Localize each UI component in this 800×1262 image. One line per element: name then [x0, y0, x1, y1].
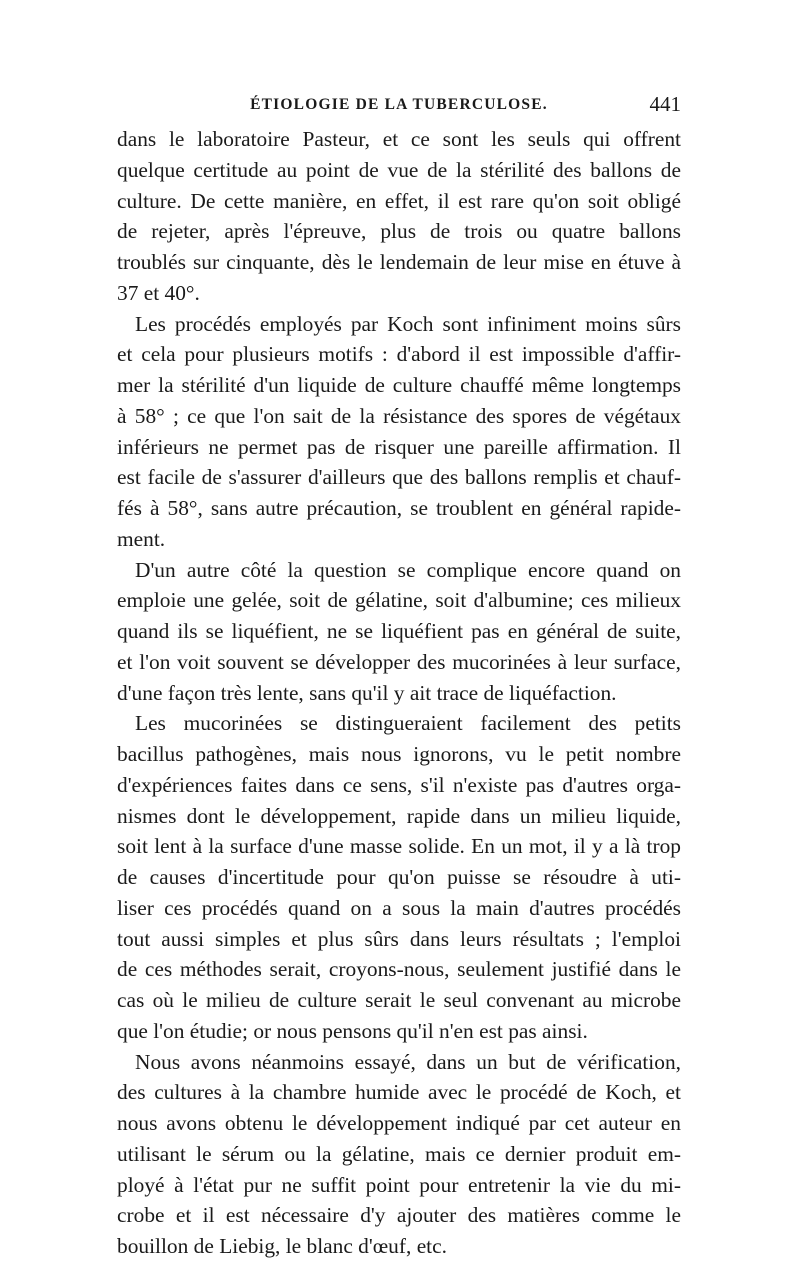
text-line: et l'on voit souvent se développer des mucorinées à leur surface,: [117, 649, 681, 674]
text-line: d'une façon très lente, sans qu'il y ait trace de liquéfaction.: [117, 680, 617, 705]
text-line: inférieurs ne permet pas de risquer une pareille affirmation. Il: [117, 434, 681, 459]
text-line: 37 et 40°.: [117, 280, 200, 305]
text-line: de ces méthodes serait, croyons-nous, seulement justifié dans le: [117, 957, 681, 982]
text-line: est facile de s'assurer d'ailleurs que des ballons remplis et chauf-: [117, 465, 681, 490]
running-title: ÉTIOLOGIE DE LA TUBERCULOSE.: [250, 96, 548, 113]
text-line: mer la stérilité d'un liquide de culture chauffé même longtemps: [117, 373, 681, 397]
text-line: liser ces procédés quand on a sous la main d'autres procédés: [117, 895, 681, 920]
text-line: Nous avons néanmoins essayé, dans un but de vérification,: [135, 1049, 681, 1074]
text-line: crobe et il est nécessaire d'y ajouter des matières comme le: [117, 1203, 681, 1228]
text-line: ployé à l'état pur ne suffit point pour entretenir la vie du mi-: [117, 1172, 681, 1197]
text-line: soit lent à la surface d'une masse solide. En un mot, il y a là trop: [117, 834, 681, 859]
text-line: des cultures à la chambre humide avec le procédé de Koch, et: [117, 1080, 681, 1105]
text-line: que l'on étudie; or nous pensons qu'il n'en est pas ainsi.: [117, 1018, 588, 1043]
text-line: nismes dont le développement, rapide dans un milieu liquide,: [117, 803, 681, 828]
text-line: bacillus pathogènes, mais nous ignorons, vu le petit nombre: [117, 742, 681, 766]
text-line: D'un autre côté la question se complique encore quand on: [135, 557, 681, 582]
page-number: 441: [649, 92, 681, 116]
text-line: de rejeter, après l'épreuve, plus de trois ou quatre ballons: [117, 219, 681, 244]
text-line: nous avons obtenu le développement indiqué par cet auteur en: [117, 1111, 681, 1135]
text-line: d'expériences faites dans ce sens, s'il n'existe pas d'autres orga-: [117, 772, 681, 797]
text-line: cas où le milieu de culture serait le seul convenant au microbe: [117, 988, 681, 1012]
text-line: dans le laboratoire Pasteur, et ce sont les seuls qui offrent: [117, 127, 681, 151]
text-line: emploie une gelée, soit de gélatine, soit d'albumine; ces milieux: [117, 588, 681, 613]
paragraph: [117, 124, 681, 309]
text-line: Les mucorinées se distingueraient facilement des petits: [135, 711, 681, 736]
text-line: tout aussi simples et plus sûrs dans leurs résultats ; l'emploi: [117, 926, 681, 951]
text-line: de causes d'incertitude pour qu'on puisse se résoudre à uti-: [117, 865, 681, 889]
paragraph: [117, 309, 681, 555]
text-line: à 58° ; ce que l'on sait de la résistance des spores de végétaux: [117, 403, 681, 428]
page-header: [117, 92, 681, 124]
text-line: bouillon de Liebig, le blanc d'œuf, etc.: [117, 1234, 447, 1258]
text-line: ment.: [117, 526, 166, 551]
paragraph: [117, 1047, 681, 1262]
text-line: quand ils se liquéfient, ne se liquéfient pas en général de suite,: [117, 619, 681, 643]
text-line: fés à 58°, sans autre précaution, se troublent en général rapide-: [117, 496, 681, 520]
text-line: Les procédés employés par Koch sont infiniment moins sûrs: [135, 311, 681, 336]
paragraph: [117, 708, 681, 1046]
text-line: troublés sur cinquante, dès le lendemain de leur mise en étuve à: [117, 250, 681, 274]
text-line: quelque certitude au point de vue de la stérilité des ballons de: [117, 157, 681, 182]
text-line: utilisant le sérum ou la gélatine, mais ce dernier produit em-: [117, 1141, 681, 1166]
body-text: [117, 124, 681, 1262]
text-line: culture. De cette manière, en effet, il est rare qu'on soit obligé: [117, 188, 681, 213]
paragraph: [117, 555, 681, 709]
text-line: et cela pour plusieurs motifs : d'abord il est impossible d'affir-: [117, 342, 681, 367]
